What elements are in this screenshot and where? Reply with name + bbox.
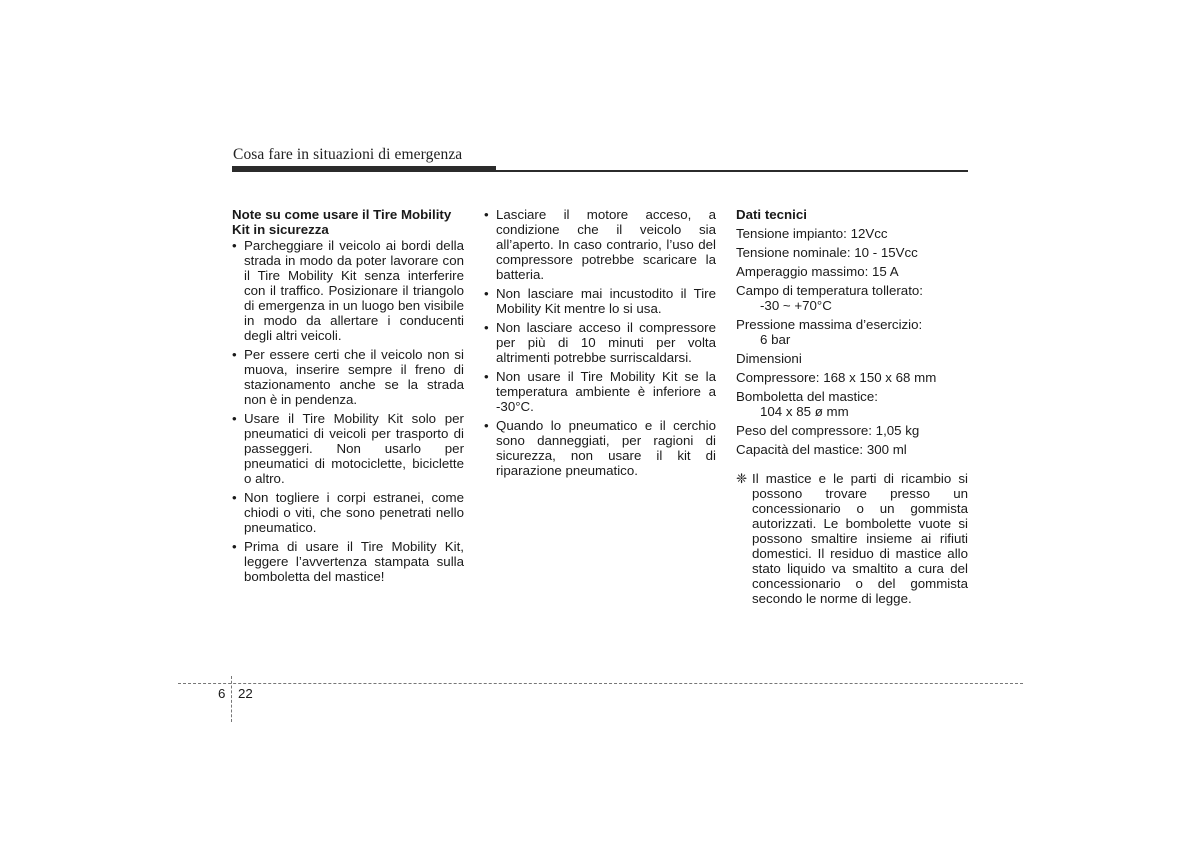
spec-label: Compressore: 168 x 150 x 68 mm [736,370,937,385]
list-item: • Prima di usare il Tire Mobility Kit, leggere l’avvertenza stampata sulla bomboletta del mastice! [232,539,464,584]
note-paragraph [736,471,968,606]
spec-label: Bomboletta del mastice: [736,389,878,404]
spec-value: 104 x 85 ø mm [760,404,849,419]
list-item: • Usare il Tire Mobility Kit solo per pneumatici di veicoli per trasporto di passeggeri. Non usarlo per pneumatici di motociclette, biciclette o altro. [232,411,464,486]
spec-value: 6 bar [760,332,791,347]
list-item: • Lasciare il motore acceso, a condizione che il veicolo sia all’aperto. In caso contrario, l’uso del compressore potrebbe scaricare la batteria. [484,207,716,282]
list-item: • Non lasciare mai incustodito il Tire Mobility Kit mentre lo si usa. [484,286,716,316]
spec-item [736,370,968,385]
spec-item [736,283,968,313]
spec-label: Tensione nominale: 10 - 15Vcc [736,245,918,260]
section-title: Cosa fare in situazioni di emergenza [233,146,463,163]
spec-label: Campo di temperatura tollerato: [736,283,923,298]
spec-item [736,351,968,366]
list-item: • Non lasciare acceso il compressore per più di 10 minuti per volta altrimenti potrebbe surriscaldarsi. [484,320,716,365]
spec-label: Amperaggio massimo: 15 A [736,264,899,279]
spec-item [736,264,968,279]
list-item: • Parcheggiare il veicolo ai bordi della strada in modo da poter lavorare con il Tire Mobility Kit senza interferire con il traffico. Posizionare il triangolo di emergenza in un luogo ben visibile in modo da allertare i conducenti degli altri veicoli. [232,238,464,343]
spec-label: Capacità del mastice: 300 ml [736,442,907,457]
spec-label: Dimensioni [736,351,802,366]
page-number: 22 [238,686,253,701]
header-rule-thin [232,170,968,172]
column-safety-notes [232,207,464,588]
footer-dashed-divider [231,676,232,722]
spec-label: Tensione impianto: 12Vcc [736,226,888,241]
note-symbol-icon: ❈ [736,471,748,486]
spec-label: Peso del compressore: 1,05 kg [736,423,920,438]
technical-data-heading: Dati tecnici [736,207,807,222]
column-safety-notes-continued [484,207,716,482]
spec-item [736,245,968,260]
list-item: • Non togliere i corpi estranei, come chiodi o viti, che sono penetrati nello pneumatico. [232,490,464,535]
column-technical-data [736,207,968,606]
list-item: • Per essere certi che il veicolo non si muova, inserire sempre il freno di stazionamento anche se la strada non è in pendenza. [232,347,464,407]
spec-item [736,442,968,457]
footer-dashed-rule [178,683,1023,684]
chapter-number: 6 [218,686,226,701]
spec-item [736,389,968,419]
spec-value: -30 ~ +70°C [760,298,832,313]
list-item: • Non usare il Tire Mobility Kit se la temperatura ambiente è inferiore a -30°C. [484,369,716,414]
note-text: Il mastice e le parti di ricambio si possono trovare presso un concessionario o un gommista autorizzati. Le bombolette vuote si possono smaltire insieme ai rifiuti domestici. Il residuo di mastice allo stato liquido va smaltito a cura del concessionario o del gommista secondo le norme di legge. [752,471,968,606]
safety-notes-heading: Note su come usare il Tire Mobility Kit in sicurezza [232,207,452,237]
spec-label: Pressione massima d’esercizio: [736,317,923,332]
spec-item [736,317,968,347]
spec-item [736,423,968,438]
list-item: • Quando lo pneumatico e il cerchio sono danneggiati, per ragioni di sicurezza, non usare il kit di riparazione pneumatico. [484,418,716,478]
safety-notes-list-continued [484,207,716,478]
spec-item [736,226,968,241]
safety-notes-list [232,238,464,584]
